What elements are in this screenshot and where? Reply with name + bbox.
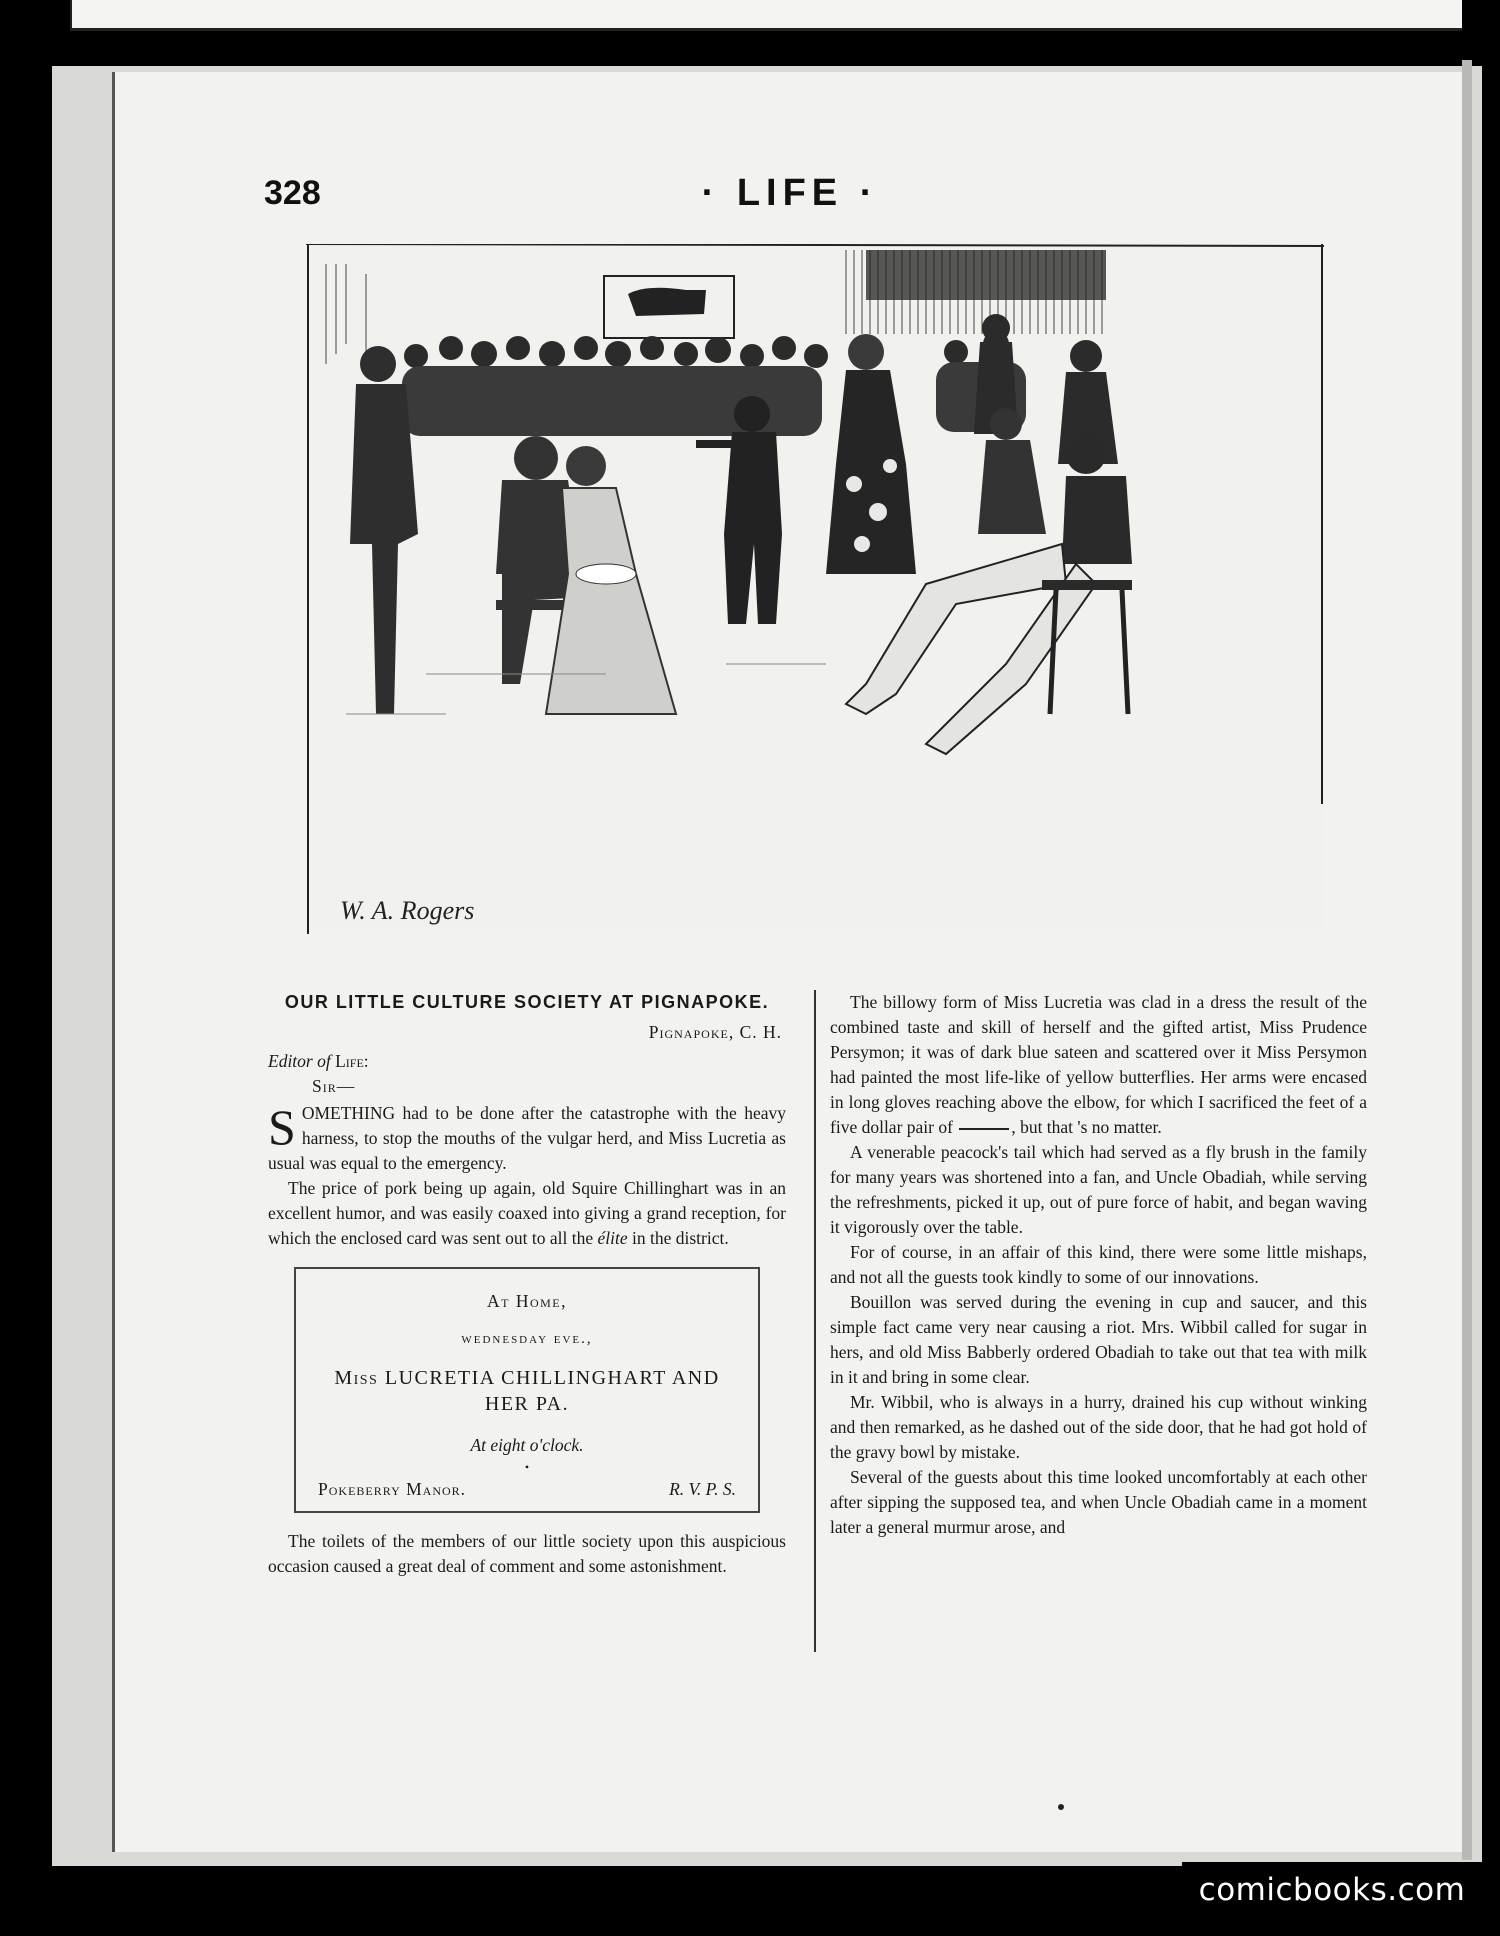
watermark-label: comicbooks.com (1182, 1862, 1482, 1918)
salutation-prefix: Editor of (268, 1051, 331, 1071)
card-manor: Pokeberry Manor. (318, 1479, 467, 1499)
paragraph-2-text-b: in the district. (631, 1228, 729, 1248)
party-illustration (306, 244, 1324, 934)
card-footer (318, 1477, 736, 1501)
salutation (268, 1049, 786, 1074)
card-evening: wednesday eve., (461, 1331, 593, 1347)
paragraph-4-text-a: The billowy form of Miss Lucretia was clad in a dress the result of the combined taste and skill of herself and the gifted artist, Miss Prudence Persymon; it was of dark blue sateen and scattered over it Miss Persymon had painted the most life-like of yellow butterflies. Her arms were encased in long gloves reaching above the elbow, for which I sacrificed the feet of a five dollar pair of (830, 992, 1367, 1137)
article-column-left (268, 990, 786, 1579)
paragraph-5: A venerable peacock's tail which had served as a fly brush in the family for many years was shortened into a fan, and Uncle Obadiah, while serving the refreshments, picked it up, out of pure force of habit, and began waving it vigorously over the table. (830, 1142, 1367, 1237)
artist-signature: W. A. Rogers (340, 896, 475, 925)
paragraph-1-text: OMETHING had to be done after the catastrophe with the heavy harness, to stop the mouths of the vulgar herd, and Miss Lucretia as usual was equal to the emergency. (268, 1103, 786, 1173)
card-at-home: At Home, (486, 1291, 568, 1311)
paragraph-2 (268, 1176, 786, 1251)
salutation-colon: : (363, 1051, 369, 1071)
card-time: At eight o'clock. (470, 1435, 584, 1455)
invitation-card (294, 1267, 760, 1513)
salutation-sir: Sir— (312, 1076, 356, 1096)
paragraph-4 (830, 990, 1367, 1140)
paragraph-9: Several of the guests about this time looked uncomfortably at each other after sipping the supposed tea, and when Uncle Obadiah came in a moment later a general murmur arose, and (830, 1467, 1367, 1537)
card-hosts (318, 1365, 736, 1417)
engraving-drawing (306, 244, 1324, 934)
paragraph-4-text-b: , but that 's no matter. (1011, 1117, 1162, 1137)
page-binding-edge (1462, 60, 1472, 1860)
article-column-right (830, 990, 1367, 1540)
paragraph-6: For of course, in an affair of this kind, there were some little mishaps, and not all the guests took kindly to some of our innovations. (830, 1242, 1367, 1287)
censored-dash (959, 1128, 1009, 1130)
card-hosts-miss: Miss (334, 1367, 379, 1389)
page-number: 328 (264, 174, 321, 212)
paragraph-7: Bouillon was served during the evening in cup and saucer, and this simple fact came very near causing a riot. Mrs. Wibbil called for sugar in hers, and old Miss Babberly ordered Obadiah to take out that tea with milk in it and bring in some clear. (830, 1292, 1367, 1387)
salutation-name: Life (335, 1051, 364, 1071)
drop-cap-letter: S (268, 1099, 296, 1155)
dateline: Pignapoke, C. H. (648, 1022, 782, 1042)
paragraph-8: Mr. Wibbil, who is always in a hurry, drained his cup without winking and then remarked, as he dashed out of the side door, that he had got hold of the gravy bowl by mistake. (830, 1392, 1367, 1462)
card-rsvp: R. V. P. S. (669, 1479, 736, 1499)
paragraph-2-text-a: The price of pork being up again, old Squire Chillinghart was in an excellent humor, and was easily coaxed into giving a grand reception, for which the enclosed card was sent out to all the (268, 1178, 786, 1248)
page-speck (1058, 1804, 1064, 1810)
article-headline: OUR LITTLE CULTURE SOCIETY AT PIGNAPOKE. (284, 992, 770, 1012)
card-hosts-names: LUCRETIA CHILLINGHART AND HER PA. (384, 1367, 720, 1415)
masthead-title: · LIFE · (701, 172, 879, 214)
paragraph-1 (268, 1101, 786, 1176)
elite-word: élite (597, 1228, 628, 1248)
card-ornament: • (524, 1460, 530, 1474)
column-divider (814, 990, 816, 1652)
previous-page-edge (70, 0, 1462, 31)
paragraph-3: The toilets of the members of our little society upon this auspicious occasion caused a great deal of comment and some astonishment. (268, 1531, 786, 1576)
